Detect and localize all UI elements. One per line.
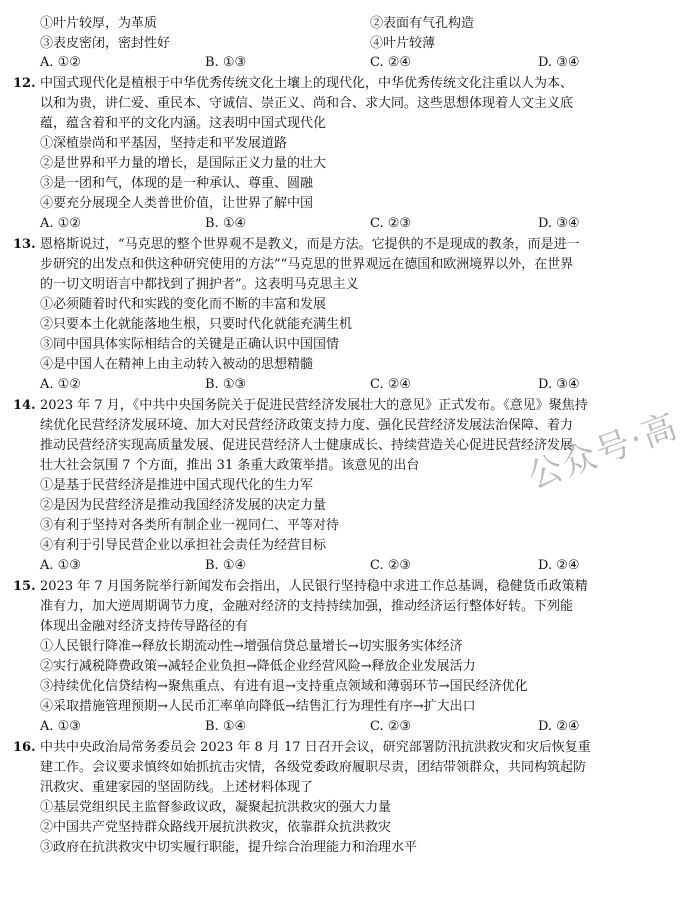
question-stem-line: 中共中央政治局常务委员会 2023 年 8 月 17 日召开会议，研究部署防汛抗洪救灾和灾后恢复重 [40,740,591,755]
answer-c: C. ②④ [370,55,412,70]
answer-c: C. ②③ [370,216,412,231]
answer-a: A. ①② [40,377,81,392]
option-line: ②中国共产党坚持群众路线开展抗洪救灾，依靠群众抗洪救灾 [40,820,392,835]
answer-b: B. ①④ [205,719,247,734]
option-line: ③政府在抗洪救灾中切实履行职能，提升综合治理能力和治理水平 [40,840,418,855]
option-line: ④有利于引导民营企业以承担社会责任为经营目标 [40,538,327,553]
question-stem-line: 步研究的出发点和供这种研究使用的方法”“马克思的世界观远在德国和欧洲境界以外，在世界 [40,257,574,272]
question-number: 12. [13,76,36,91]
watermark: 公众号·高 [522,405,684,498]
question-stem-line: 壮大社会氛围 7 个方面，推出 31 条重大政策举措。该意见的出台 [40,458,420,473]
option-line: ②只要本土化就能落地生根，只要时代化就能充满生机 [40,317,353,332]
option-line: ①必须随着时代和实践的变化而不断的丰富和发展 [40,297,327,312]
option-line: ①深植崇尚和平基因，坚持走和平发展道路 [40,136,288,151]
header-option-1: ①叶片较厚，为革质 [40,16,158,31]
answer-c: C. ②③ [370,719,412,734]
answer-d: D. ②④ [538,558,580,573]
question-stem-line: 准有力，加大逆周期调节力度，金融对经济的支持持续加强，推动经济运行整体好转。下列能 [40,599,574,614]
header-option-3: ③表皮密闭，密封性好 [40,36,171,51]
question-number: 16. [13,740,36,755]
header-option-2: ②表面有气孔构造 [370,16,475,31]
option-line: ①基层党组织民主监督参政议政，凝聚起抗洪救灾的强大力量 [40,800,392,815]
question-stem-line: 2023 年 7 月国务院举行新闻发布会指出，人民银行坚持稳中求进工作总基调，稳健货币政策精 [40,579,588,594]
header-option-4: ④叶片较薄 [370,36,436,51]
option-line: ③同中国具体实际相结合的关键是正确认识中国国情 [40,337,340,352]
answer-b: B. ①④ [205,216,247,231]
question-stem-line: 中国式现代化是植根于中华优秀传统文化土壤上的现代化，中华优秀传统文化注重以人为本、 [40,76,574,91]
answer-b: B. ①③ [205,55,247,70]
option-line: ②实行减税降费政策→减轻企业负担→降低企业经营风险→释放企业发展活力 [40,659,476,674]
question-stem-line: 恩格斯说过，“马克思的整个世界观不是教义，而是方法。它提供的不是现成的教条，而是进一 [40,237,580,252]
question-stem-line: 汛救灾、重建家园的坚固防线。上述材料体现了 [40,780,314,795]
question-number: 14. [13,398,36,413]
answer-d: D. ③④ [538,55,580,70]
answer-d: D. ②④ [538,719,580,734]
option-line: ④是中国人在精神上由主动转入被动的思想精髓 [40,357,314,372]
option-line: ①人民银行降准→释放长期流动性→增强信贷总量增长→切实服务实体经济 [40,639,463,654]
question-number: 13. [13,237,36,252]
answer-c: C. ②③ [370,558,412,573]
option-line: ③有利于坚持对各类所有制企业一视同仁、平等对待 [40,518,340,533]
answer-c: C. ②④ [370,377,412,392]
option-line: ②是世界和平力量的增长，是国际正义力量的壮大 [40,156,327,171]
answer-b: B. ①③ [205,377,247,392]
question-stem-line: 建工作。会议要求慎终如始抓抗击灾情，各级党委政府履职尽责，团结带领群众，共同构筑起防 [40,760,587,775]
answer-a: A. ①③ [40,558,81,573]
answer-a: A. ①② [40,55,81,70]
answer-a: A. ①③ [40,719,81,734]
answer-d: D. ③④ [538,216,580,231]
question-stem-line: 续优化民营经济发展环境、加大对民营经济政策支持力度、强化民营经济发展法治保障、着力 [40,418,574,433]
answer-a: A. ①② [40,216,81,231]
question-stem-line: 以和为贵，讲仁爱、重民本、守诚信、崇正义、尚和合、求大同。这些思想体现着人文主义底 [40,96,574,111]
option-line: ②是因为民营经济是推动我国经济发展的决定力量 [40,498,327,513]
question-stem-line: 体现出金融对经济支持传导路径的有 [40,619,249,634]
question-stem-line: 2023 年 7 月，《中共中央国务院关于促进民营经济发展壮大的意见》正式发布。《意见》聚焦持 [40,398,588,413]
question-stem-line: 推动民营经济实现高质量发展、促进民营经济人士健康成长、持续营造关心促进民营经济发展 [40,438,574,453]
option-line: ③是一团和气，体现的是一种承认、尊重、圆融 [40,176,314,191]
answer-d: D. ③④ [538,377,580,392]
question-stem-line: 的一切文明语言中都找到了拥护者”。这表明马克思主义 [40,277,359,292]
question-stem-line: 蕴，蕴含着和平的文化内涵。这表明中国式现代化 [40,116,327,131]
option-line: ③持续优化信贷结构→聚焦重点、有进有退→支持重点领域和薄弱环节→国民经济优化 [40,679,528,694]
option-line: ④采取措施管理预期→人民币汇率单向降低→结售汇行为理性有序→扩大出口 [40,699,476,714]
answer-b: B. ①④ [205,558,247,573]
option-line: ④要充分展现全人类普世价值，让世界了解中国 [40,196,314,211]
option-line: ①是基于民营经济是推进中国式现代化的生力军 [40,478,314,493]
question-number: 15. [13,579,36,594]
